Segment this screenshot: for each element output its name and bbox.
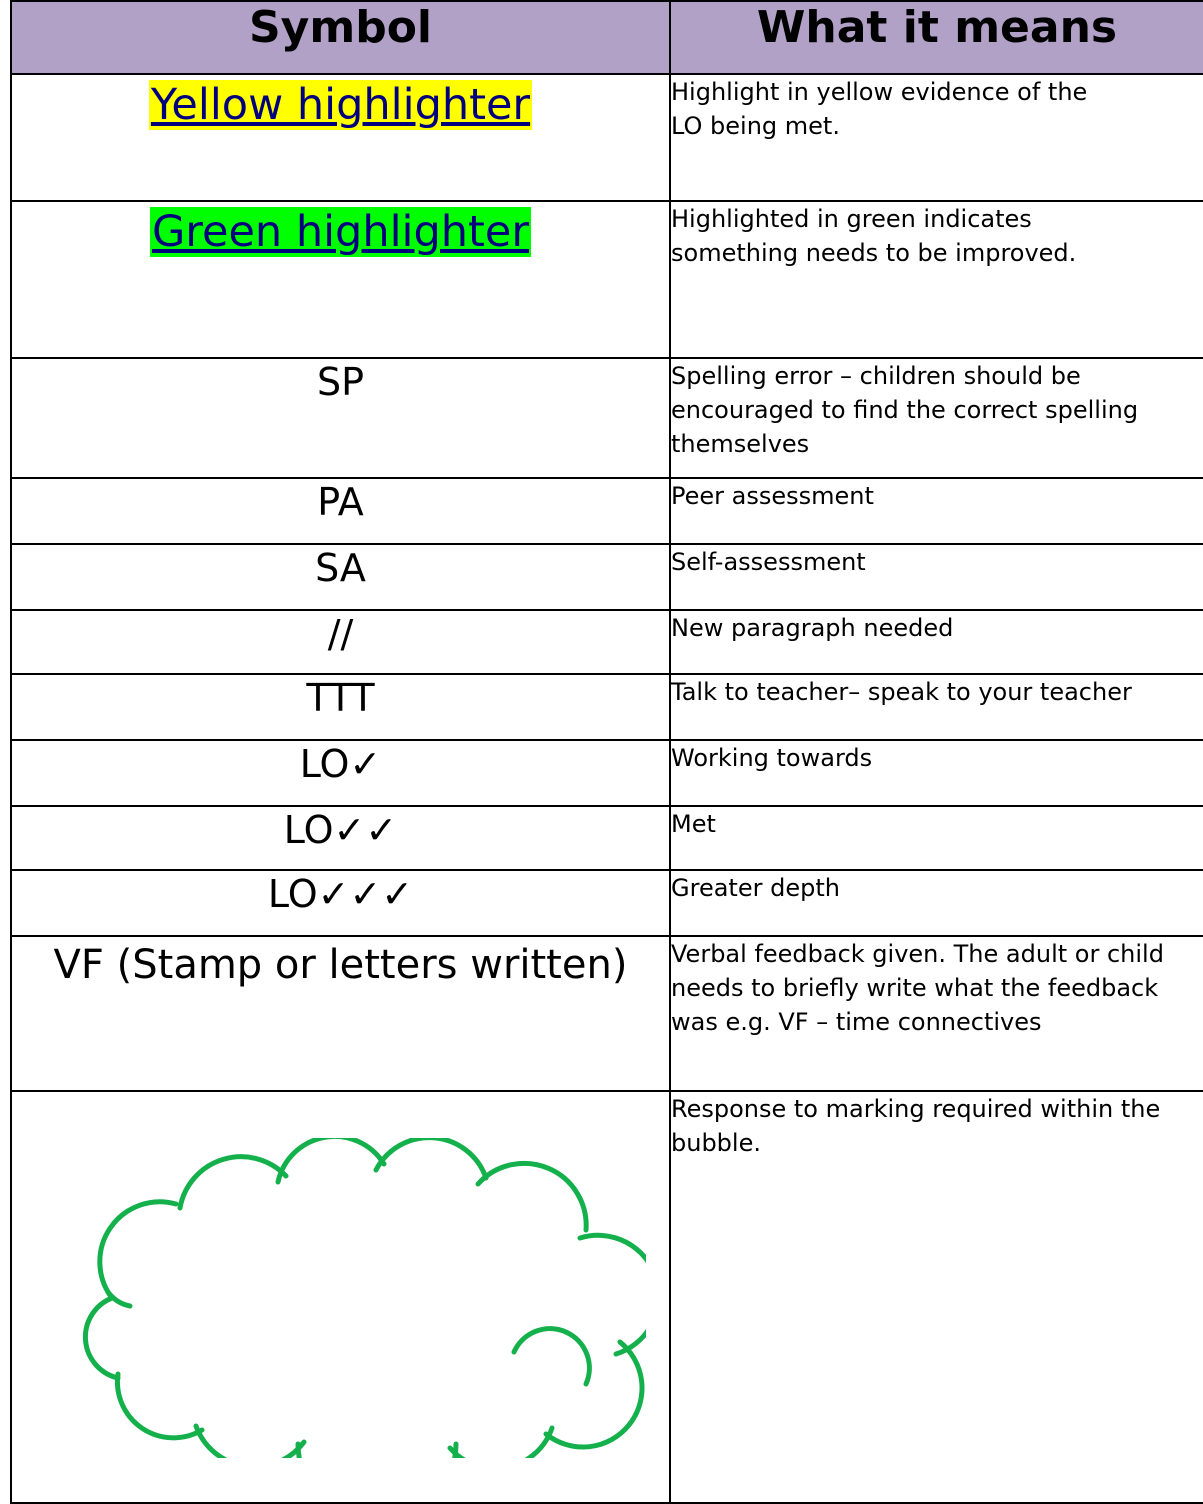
symbol-cell bbox=[11, 74, 670, 201]
green-highlighter-label: Green highlighter bbox=[151, 207, 530, 257]
table-row bbox=[11, 74, 1203, 201]
cloud-arc bbox=[376, 1138, 486, 1178]
meaning-text: Highlighted in green indicates something needs to be improved. bbox=[671, 205, 1077, 267]
meaning-cell bbox=[670, 74, 1203, 201]
symbol-cell: PA bbox=[11, 478, 670, 544]
cloud-arc bbox=[117, 1374, 202, 1438]
cloud-arc bbox=[100, 1202, 176, 1298]
table-row bbox=[11, 1091, 1203, 1503]
header-row bbox=[11, 1, 1203, 74]
meaning-text: Highlight in yellow evidence of the LO being met. bbox=[671, 78, 1088, 140]
cloud-container bbox=[12, 1092, 669, 1502]
meaning-cell bbox=[670, 201, 1203, 358]
symbol-cell: LO✓✓✓ bbox=[11, 870, 670, 936]
yellow-highlighter-label: Yellow highlighter bbox=[150, 80, 531, 130]
symbol-cell: // bbox=[11, 610, 670, 674]
header-meaning: What it means bbox=[670, 1, 1203, 74]
table-row bbox=[11, 674, 1203, 740]
meaning-cell: Self-assessment bbox=[670, 544, 1203, 610]
cloud-arc bbox=[278, 1138, 384, 1182]
table-row bbox=[11, 610, 1203, 674]
table-row bbox=[11, 358, 1203, 478]
symbol-cell: VF (Stamp or letters written) bbox=[11, 936, 670, 1091]
symbol-cell: SA bbox=[11, 544, 670, 610]
meaning-cell: Met bbox=[670, 806, 1203, 870]
cloud-arc bbox=[196, 1426, 304, 1458]
meaning-cell: New paragraph needed bbox=[670, 610, 1203, 674]
cloud-arc bbox=[85, 1298, 118, 1378]
table-row bbox=[11, 870, 1203, 936]
table-row bbox=[11, 740, 1203, 806]
symbol-cell: SP bbox=[11, 358, 670, 478]
meaning-cell: Peer assessment bbox=[670, 478, 1203, 544]
cloud-arc bbox=[514, 1329, 589, 1384]
cloud-arc bbox=[478, 1163, 586, 1230]
meaning-cell: Response to marking required within the bubble. bbox=[670, 1091, 1203, 1503]
symbol-cell: TTT bbox=[11, 674, 670, 740]
meaning-cell: Talk to teacher– speak to your teacher bbox=[670, 674, 1203, 740]
cloud-arc bbox=[450, 1428, 552, 1458]
meaning-cell: Verbal feedback given. The adult or child needs to briefly write what the feedback was e.g. VF – time connectives bbox=[670, 936, 1203, 1091]
cloud-arc bbox=[580, 1235, 646, 1354]
symbol-cell: LO✓✓ bbox=[11, 806, 670, 870]
meaning-cell: Spelling error – children should be encouraged to find the correct spelling themselves bbox=[670, 358, 1203, 478]
cloud-arc bbox=[546, 1342, 642, 1447]
cloud-arc bbox=[180, 1157, 286, 1208]
cloud-arc bbox=[298, 1444, 456, 1458]
table-row bbox=[11, 806, 1203, 870]
header-symbol: Symbol bbox=[11, 1, 670, 74]
table-row bbox=[11, 544, 1203, 610]
table-row bbox=[11, 201, 1203, 358]
symbol-cell bbox=[11, 1091, 670, 1503]
table-row bbox=[11, 936, 1203, 1091]
cloud-bubble-icon bbox=[46, 1138, 646, 1458]
meaning-cell: Greater depth bbox=[670, 870, 1203, 936]
symbol-cell: LO✓ bbox=[11, 740, 670, 806]
cloud-arc bbox=[108, 1292, 130, 1306]
meaning-cell: Working towards bbox=[670, 740, 1203, 806]
symbol-cell bbox=[11, 201, 670, 358]
marking-key-table bbox=[10, 0, 1203, 1504]
table-row bbox=[11, 478, 1203, 544]
